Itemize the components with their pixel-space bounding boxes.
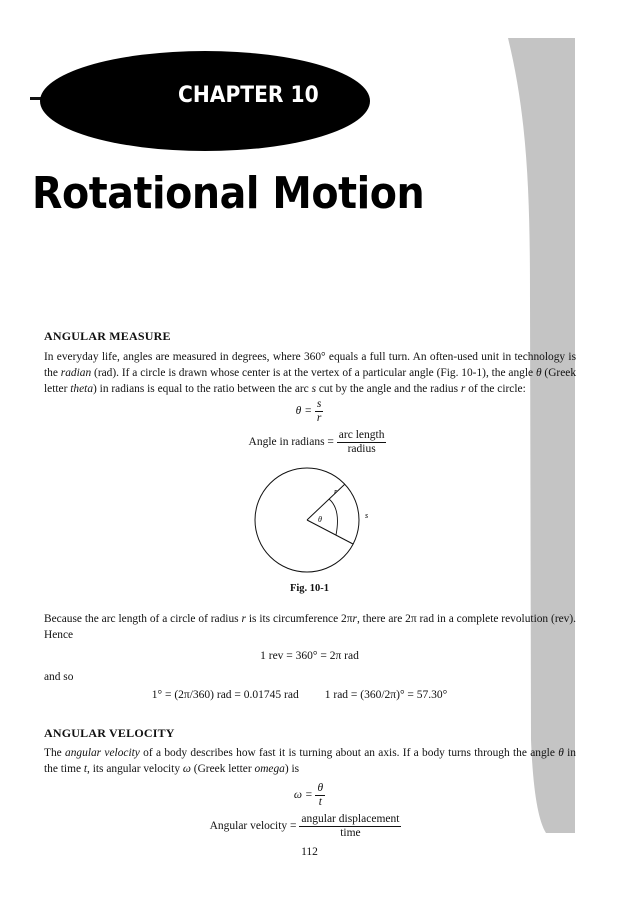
equation-omega-theta-over-t: ω = $\frac{\theta}{t}$	[293, 782, 324, 808]
equation-theta-s-over-r: θ = $\frac{s}{r}$	[295, 398, 322, 424]
equation-angle-in-radians: Angle in radians = $\frac{\text{arc length}}{\text{radius}}$	[248, 429, 385, 455]
chapter-label: CHAPTER 10	[178, 83, 319, 108]
equation-conversions: 1° = (2π/360) rad = 0.01745 rad 1 rad = (360/2π)° = 57.30°	[151, 689, 448, 701]
equation-angular-velocity-words: Angular velocity = $\frac{\text{angular displacement}}{\text{time}}$	[209, 813, 400, 839]
section-heading-angular-measure: ANGULAR MEASURE	[44, 329, 171, 343]
equation-rev-deg-rad: 1 rev = 360° = 2π rad	[260, 650, 359, 662]
figure-label-s: s	[365, 511, 369, 520]
paragraph-angular-velocity: The angular velocity of a body describes how fast it is turning about an axis. If a body turns through the angle θ in the time t, its angular velocity ω (Greek letter omega) is	[44, 747, 577, 775]
page-number: 112	[301, 846, 318, 858]
figure-label-r: r	[334, 487, 338, 496]
figure-circle-angle	[245, 462, 385, 580]
paragraph-angular-measure: In everyday life, angles are measured in degrees, where 360° equals a full turn. An often-used unit in technology is the radian (rad). If a circle is drawn whose center is at the vertex of a particular angle (Fig. 10-1), the angle θ (Greek letter theta) in radians is equal to the ratio between the arc s cut by the angle and the radius r of the circle:	[44, 351, 577, 395]
section-heading-angular-velocity: ANGULAR VELOCITY	[44, 726, 175, 740]
figure-caption: Fig. 10-1	[289, 583, 330, 594]
figure-label-theta: θ	[318, 515, 322, 524]
text-and-so: and so	[44, 671, 74, 683]
paragraph-arc-length: Because the arc length of a circle of radius r is its circumference 2πr, there are 2π rad in a complete revolution (rev). Hence	[44, 613, 577, 641]
chapter-title: Rotational Motion	[32, 168, 425, 219]
